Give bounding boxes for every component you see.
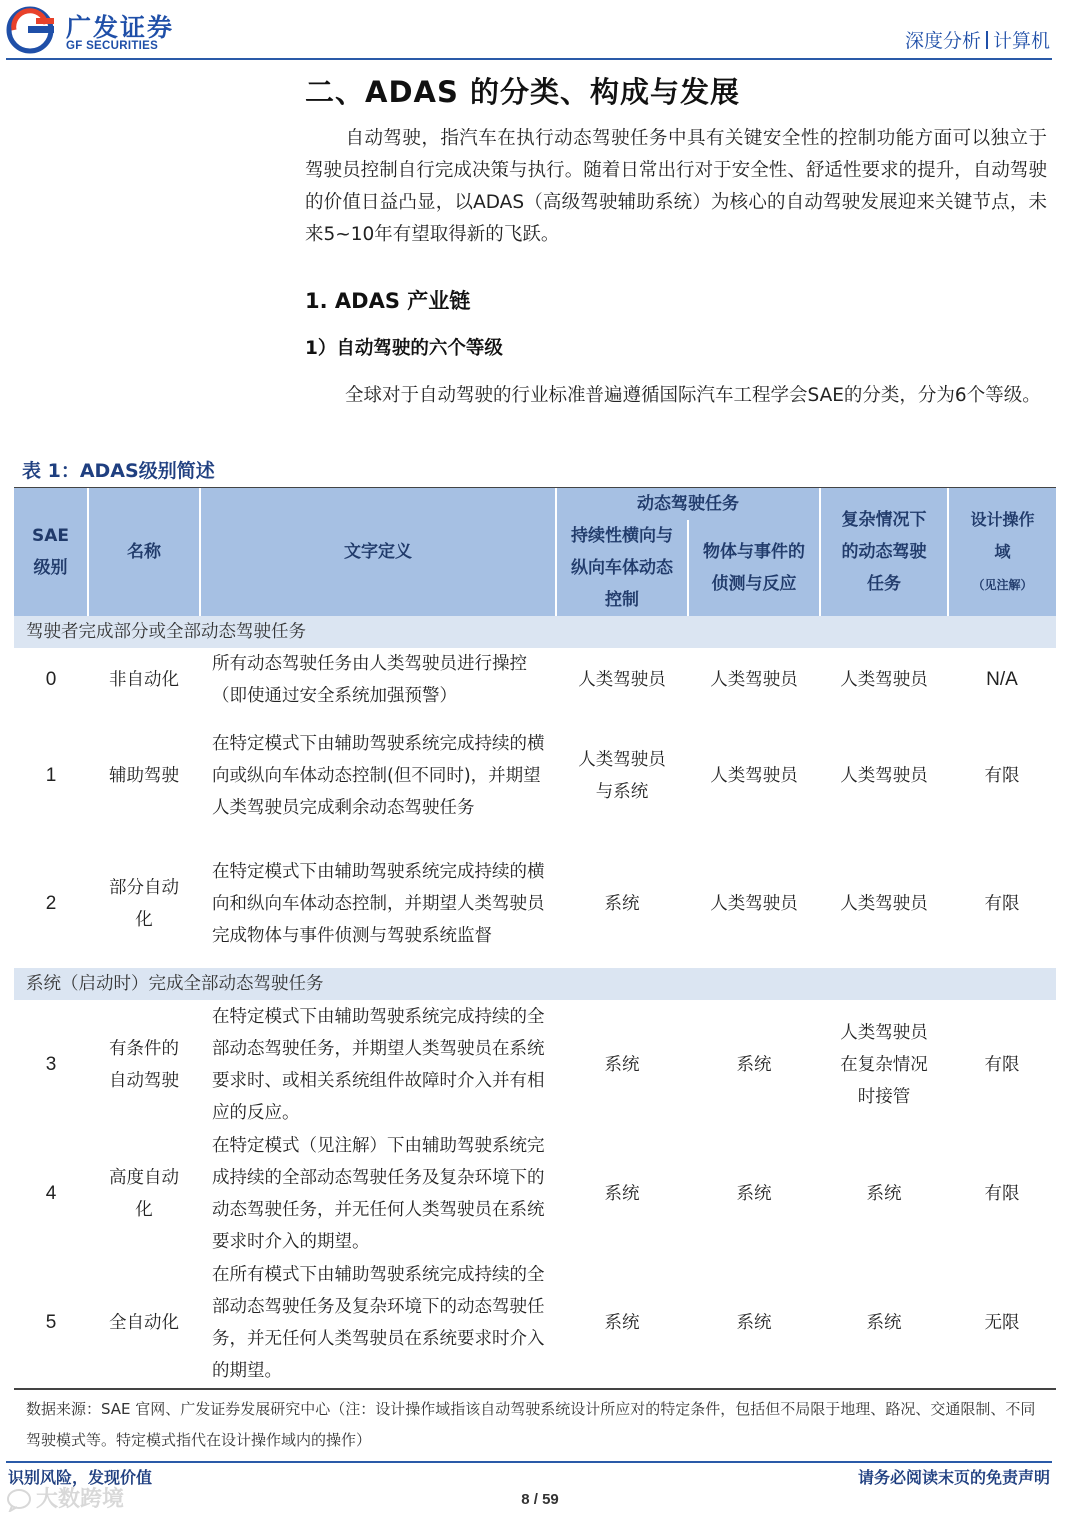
footer-divider	[6, 1461, 1052, 1463]
table-row: 2 部分自动化 在特定模式下由辅助驾驶系统完成持续的横向和纵向车体动态控制，并期望人类驾驶员完成物体与事件侦测与驾驶系统监督 系统 人类驾驶员 人类驾驶员 有限	[45, 862, 1020, 946]
page-number: 8 / 59	[521, 1491, 559, 1508]
logo-chinese-text: 广发证券	[66, 13, 175, 42]
col-header-complex: 复杂情况下的动态驾驶任务	[820, 488, 948, 616]
col-header-level: SAE级别	[14, 488, 88, 616]
table-row: 0 非自动化 所有动态驾驶任务由人类驾驶员进行操控（即使通过安全系统加强预警） 人类驾驶员 人类驾驶员 人类驾驶员 N/A	[45, 654, 1018, 706]
table-caption: 表 1：ADAS级别简述	[22, 460, 215, 482]
col-header-dynamic-task: 动态驾驶任务	[556, 488, 820, 520]
table-row: 3 有条件的自动驾驶 在特定模式下由辅助驾驶系统完成持续的全部动态驾驶任务，并期望人类驾驶员在系统要求时、或相关系统组件故障时介入并有相应的反应。 系统 系统 人类驾驶员在复杂情况时接管 有限	[45, 1006, 1020, 1123]
footer-disclaimer-link[interactable]: 请务必阅读末页的免责声明	[857, 1468, 1050, 1487]
table-row: 5 全自动化 在所有模式下由辅助驾驶系统完成持续的全部动态驾驶任务及复杂环境下的动态驾驶任务，并无任何人类驾驶员在系统要求时介入的期望。 系统 系统 系统 无限	[45, 1264, 1020, 1381]
breadcrumb-item-computer: 计算机	[992, 30, 1050, 52]
breadcrumb-separator	[986, 31, 988, 49]
adas-levels-table	[14, 488, 1056, 1387]
group-row-driver: 驾驶者完成部分或全部动态驾驶任务	[14, 616, 1056, 648]
subheading-industry-chain: 1. ADAS 产业链	[305, 289, 471, 313]
gf-logo-icon	[6, 6, 62, 54]
logo-english-text: GF SECURITIES	[66, 40, 159, 52]
col-header-definition: 文字定义	[200, 488, 556, 616]
intro-paragraph	[305, 123, 1047, 251]
watermark-text: 大数跨境	[36, 1487, 125, 1512]
header-divider	[6, 58, 1052, 60]
col-header-detection: 物体与事件的侦测与反应	[688, 520, 820, 616]
breadcrumb-item-analysis: 深度分析	[904, 30, 981, 52]
table-bottom-rule	[14, 1388, 1056, 1390]
group-row-system: 系统（启动时）完成全部动态驾驶任务	[14, 968, 1056, 1000]
footer-slogan: 识别风险，发现价值	[8, 1468, 153, 1487]
col-header-name: 名称	[88, 488, 200, 616]
table-row: 4 高度自动化 在特定模式（见注解）下由辅助驾驶系统完成持续的全部动态驾驶任务及复杂环境下的动态驾驶任务，并无任何人类驾驶员在系统要求时介入的期望。 系统 系统 系统 有限	[45, 1135, 1020, 1252]
col-header-odd: 设计操作域（见注解）	[948, 488, 1056, 616]
levels-paragraph	[305, 380, 1047, 412]
breadcrumb	[905, 26, 1050, 53]
table-row: 1 辅助驾驶 在特定模式下由辅助驾驶系统完成持续的横向或纵向车体动态控制(但不同时)，并期望人类驾驶员完成剩余动态驾驶任务 人类驾驶员与系统 人类驾驶员 人类驾驶员 有限	[45, 734, 1020, 818]
intro-paragraph-text: 自动驾驶，指汽车在执行动态驾驶任务中具有关键安全性的控制功能方面可以独立于驾驶员控制自行完成决策与执行。随着日常出行对于安全性、舒适性要求的提升，自动驾驶的价值日益凸显，以ADAS（高级驾驶辅助系统）为核心的自动驾驶发展迎来关键节点，未来5~10年有望取得新的飞跃。	[305, 128, 1047, 245]
levels-paragraph-text: 全球对于自动驾驶的行业标准普遍遵循国际汽车工程学会SAE的分类，分为6个等级。	[345, 385, 1041, 406]
section-title: 二、ADAS 的分类、构成与发展	[305, 75, 740, 109]
col-header-lateral-longitudinal: 持续性横向与纵向车体动态控制	[556, 520, 688, 616]
page-header	[0, 0, 1080, 62]
gf-securities-logo	[6, 6, 196, 56]
table-source-note: 数据来源：SAE 官网、广发证券发展研究中心（注：设计操作域指该自动驾驶系统设计所应对的特定条件，包括但不局限于地理、路况、交通限制、不同驾驶模式等。特定模式指代在设计操作域内的操作）	[26, 1400, 1036, 1449]
subheading-six-levels: 1）自动驾驶的六个等级	[305, 338, 503, 359]
